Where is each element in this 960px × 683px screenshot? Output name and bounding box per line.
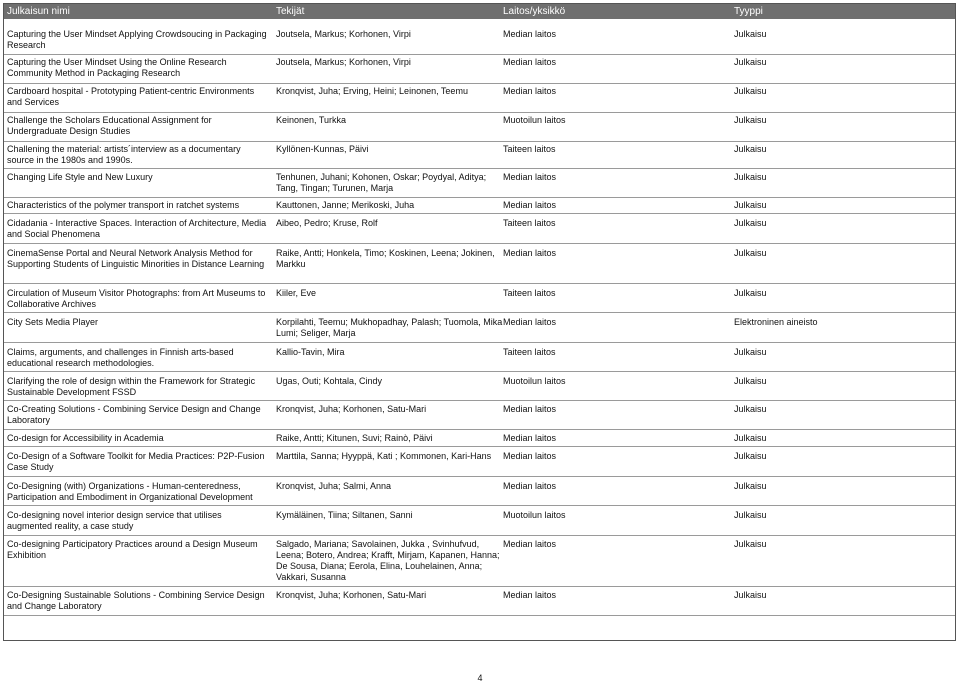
publications-table	[3, 3, 956, 641]
cell-unit: Taiteen laitos	[503, 347, 556, 357]
cell-unit: Median laitos	[503, 248, 557, 258]
cell-type: Julkaisu	[734, 200, 767, 210]
cell-authors: Aibeo, Pedro; Kruse, Rolf	[276, 218, 378, 228]
cell-type: Julkaisu	[734, 376, 767, 386]
row-divider	[4, 243, 955, 244]
cell-title: Capturing the User Mindset Using the Online Research Community Method in Packaging Research	[7, 57, 227, 78]
cell-title: Co-Designing Sustainable Solutions - Combining Service Design and Change Laboratory	[7, 590, 265, 611]
cell-authors: Raike, Antti; Kitunen, Suvi; Rainò, Päivi	[276, 433, 433, 443]
cell-unit: Muotoilun laitos	[503, 115, 566, 125]
cell-title: Cardboard hospital - Prototyping Patient-centric Environments and Services	[7, 86, 255, 107]
cell-unit: Median laitos	[503, 57, 557, 67]
cell-title: Challenge the Scholars Educational Assignment for Undergraduate Design Studies	[7, 115, 212, 136]
page-number: 4	[477, 673, 483, 683]
row-divider	[4, 112, 955, 113]
row-divider	[4, 429, 955, 430]
cell-unit: Median laitos	[503, 29, 557, 39]
cell-authors: Kallio-Tavin, Mira	[276, 347, 345, 357]
cell-authors: Joutsela, Markus; Korhonen, Virpi	[276, 57, 411, 67]
cell-authors: Keinonen, Turkka	[276, 115, 347, 125]
table-header	[4, 4, 955, 19]
cell-authors: Kronqvist, Juha; Korhonen, Satu-Mari	[276, 404, 427, 414]
cell-unit: Median laitos	[503, 200, 557, 210]
cell-authors: Kyllönen-Kunnas, Päivi	[276, 144, 369, 154]
cell-title: Co-designing novel interior design service that utilises augmented reality, a case study	[7, 510, 222, 531]
cell-title: Capturing the User Mindset Applying Crowdsoucing in Packaging Research	[7, 29, 267, 50]
cell-authors: Tenhunen, Juhani; Kohonen, Oskar; Poydyal, Aditya; Tang, Tingan; Turunen, Marja	[276, 172, 487, 193]
cell-type: Julkaisu	[734, 590, 767, 600]
cell-title: CinemaSense Portal and Neural Network Analysis Method for Supporting Students of Linguistic Minorities in Distance Learning	[7, 248, 265, 269]
header-unit: Laitos/yksikkö	[503, 6, 566, 17]
cell-title: Co-Design of a Software Toolkit for Media Practices: P2P-Fusion Case Study	[7, 451, 265, 472]
row-divider	[4, 535, 955, 536]
cell-authors: Kronqvist, Juha; Salmi, Anna	[276, 481, 392, 491]
cell-type: Julkaisu	[734, 248, 767, 258]
cell-unit: Median laitos	[503, 590, 557, 600]
cell-type: Julkaisu	[734, 404, 767, 414]
cell-authors: Kiiler, Eve	[276, 288, 317, 298]
cell-authors: Kronqvist, Juha; Korhonen, Satu-Mari	[276, 590, 427, 600]
cell-type: Julkaisu	[734, 144, 767, 154]
cell-title: Changing Life Style and New Luxury	[7, 172, 153, 182]
cell-unit: Median laitos	[503, 539, 557, 549]
cell-unit: Median laitos	[503, 481, 557, 491]
cell-type: Julkaisu	[734, 347, 767, 357]
cell-authors: Joutsela, Markus; Korhonen, Virpi	[276, 29, 411, 39]
cell-unit: Median laitos	[503, 317, 557, 327]
row-divider	[4, 371, 955, 372]
cell-type: Julkaisu	[734, 115, 767, 125]
row-divider	[4, 615, 955, 616]
cell-authors: Kauttonen, Janne; Merikoski, Juha	[276, 200, 415, 210]
cell-title: Co-Designing (with) Organizations - Human-centeredness, Participation and Embodiment in Organizational Development	[7, 481, 253, 502]
cell-authors: Salgado, Mariana; Savolainen, Jukka , Svinhufvud, Leena; Botero, Andrea; Krafft, Mirjam, Kapanen, Hanna; De Sousa, Diana; Eerola, Elina, Louhelainen, Anna; Vakkari, Susanna	[276, 539, 500, 582]
row-divider	[4, 505, 955, 506]
cell-unit: Muotoilun laitos	[503, 510, 566, 520]
cell-type: Julkaisu	[734, 288, 767, 298]
row-divider	[4, 476, 955, 477]
cell-title: Co-Creating Solutions - Combining Service Design and Change Laboratory	[7, 404, 261, 425]
cell-authors: Ugas, Outi; Kohtala, Cindy	[276, 376, 383, 386]
cell-unit: Median laitos	[503, 451, 557, 461]
header-authors: Tekijät	[276, 6, 305, 17]
cell-unit: Median laitos	[503, 172, 557, 182]
cell-unit: Median laitos	[503, 86, 557, 96]
cell-authors: Raike, Antti; Honkela, Timo; Koskinen, Leena; Jokinen, Markku	[276, 248, 495, 269]
header-title: Julkaisun nimi	[7, 6, 70, 17]
cell-type: Julkaisu	[734, 481, 767, 491]
cell-unit: Muotoilun laitos	[503, 376, 566, 386]
cell-type: Julkaisu	[734, 172, 767, 182]
cell-title: Cidadania - Interactive Spaces. Interaction of Architecture, Media and Social Phenomena	[7, 218, 267, 239]
row-divider	[4, 446, 955, 447]
cell-authors: Kymäläinen, Tiina; Siltanen, Sanni	[276, 510, 413, 520]
cell-title: Characteristics of the polymer transport in ratchet systems	[7, 200, 240, 210]
row-divider	[4, 283, 955, 284]
cell-type: Julkaisu	[734, 218, 767, 228]
cell-type: Julkaisu	[734, 451, 767, 461]
row-divider	[4, 342, 955, 343]
row-divider	[4, 213, 955, 214]
cell-title: City Sets Media Player	[7, 317, 99, 327]
cell-title: Clarifying the role of design within the Framework for Strategic Sustainable Development FSSD	[7, 376, 256, 397]
cell-type: Julkaisu	[734, 29, 767, 39]
row-divider	[4, 312, 955, 313]
cell-unit: Taiteen laitos	[503, 218, 556, 228]
cell-title: Co-designing Participatory Practices around a Design Museum Exhibition	[7, 539, 258, 560]
cell-title: Circulation of Museum Visitor Photographs: from Art Museums to Collaborative Archives	[7, 288, 266, 309]
cell-title: Claims, arguments, and challenges in Finnish arts-based educational research methodologies.	[7, 347, 234, 368]
row-divider	[4, 197, 955, 198]
cell-authors: Marttila, Sanna; Hyyppä, Kati ; Kommonen, Kari-Hans	[276, 451, 492, 461]
row-divider	[4, 168, 955, 169]
cell-type: Julkaisu	[734, 57, 767, 67]
row-divider	[4, 83, 955, 84]
cell-authors: Korpilahti, Teemu; Mukhopadhay, Palash; Tuomola, Mika Lumi; Seliger, Marja	[276, 317, 503, 338]
row-divider	[4, 54, 955, 55]
cell-authors: Kronqvist, Juha; Erving, Heini; Leinonen, Teemu	[276, 86, 468, 96]
row-divider	[4, 586, 955, 587]
cell-type: Elektroninen aineisto	[734, 317, 818, 327]
cell-unit: Median laitos	[503, 404, 557, 414]
cell-type: Julkaisu	[734, 510, 767, 520]
cell-type: Julkaisu	[734, 86, 767, 96]
cell-unit: Median laitos	[503, 433, 557, 443]
cell-title: Challening the material: artists´interview as a documentary source in the 1980s and 1990s.	[7, 144, 241, 165]
cell-type: Julkaisu	[734, 433, 767, 443]
cell-type: Julkaisu	[734, 539, 767, 549]
row-divider	[4, 400, 955, 401]
cell-unit: Taiteen laitos	[503, 288, 556, 298]
cell-unit: Taiteen laitos	[503, 144, 556, 154]
cell-title: Co-design for Accessibility in Academia	[7, 433, 164, 443]
row-divider	[4, 141, 955, 142]
header-type: Tyyppi	[734, 6, 763, 17]
